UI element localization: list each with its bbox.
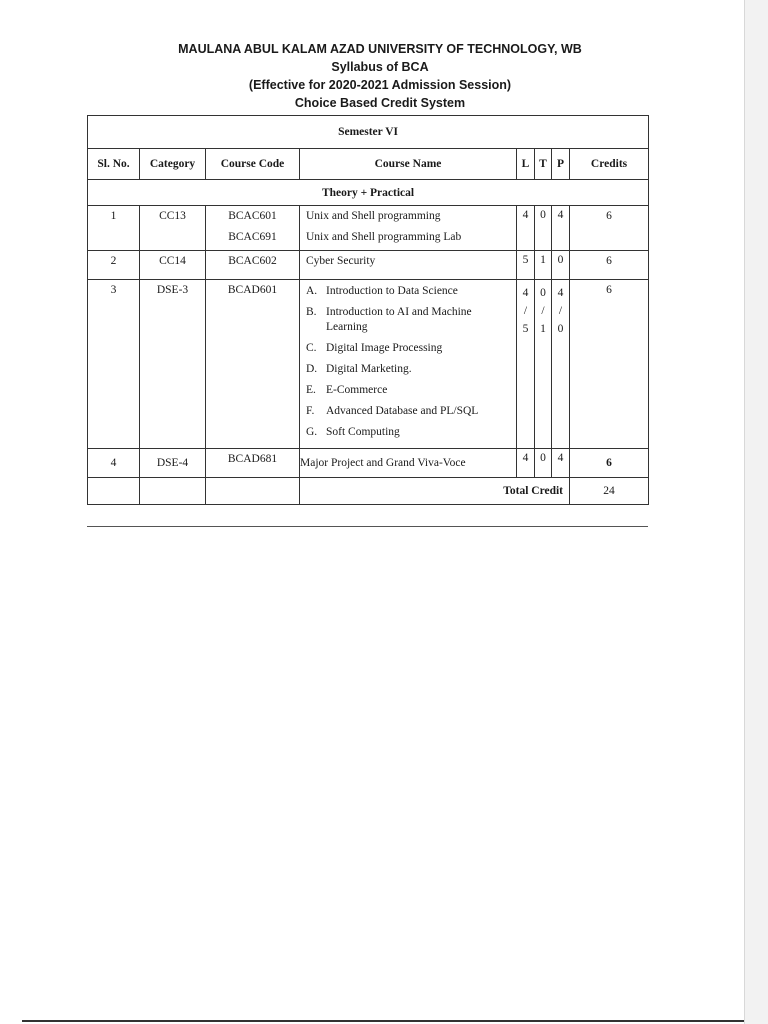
category: DSE-3 bbox=[156, 284, 189, 296]
course-code: BCAC601 bbox=[228, 210, 277, 222]
lecture-hours: 4 bbox=[522, 452, 529, 464]
practical-hours: / bbox=[558, 305, 563, 317]
lecture-hours: 4 bbox=[522, 287, 529, 299]
elective-option: D. Digital Marketing. bbox=[306, 363, 412, 375]
sl-no: 3 bbox=[110, 284, 117, 296]
syllabus-table-container bbox=[87, 115, 648, 505]
lecture-hours: / bbox=[523, 305, 528, 317]
credits: 6 bbox=[606, 255, 612, 267]
col-course-code: Course Code bbox=[206, 149, 300, 180]
table-bottom-rule bbox=[87, 526, 648, 527]
course-code: BCAD601 bbox=[227, 284, 278, 296]
effective-session: (Effective for 2020-2021 Admission Session) bbox=[248, 78, 512, 92]
section-row bbox=[88, 180, 649, 206]
table-row bbox=[88, 251, 649, 280]
elective-option: G. Soft Computing bbox=[306, 426, 400, 438]
practical-hours: 4 bbox=[557, 287, 564, 299]
course-code: BCAC691 bbox=[228, 231, 277, 243]
col-category: Category bbox=[140, 149, 206, 180]
category: CC14 bbox=[159, 255, 186, 267]
total-credit-value: 24 bbox=[570, 478, 649, 505]
elective-option: C. Digital Image Processing bbox=[306, 342, 443, 354]
tutorial-hours: 1 bbox=[540, 323, 546, 335]
syllabus-table bbox=[87, 115, 649, 505]
tutorial-hours: 0 bbox=[540, 452, 546, 464]
bottom-divider bbox=[22, 1020, 744, 1022]
course-code: BCAC602 bbox=[228, 255, 277, 267]
table-row bbox=[88, 280, 649, 449]
col-sl-no: Sl. No. bbox=[88, 149, 140, 180]
credits: 6 bbox=[606, 457, 612, 469]
semester-row bbox=[88, 116, 649, 149]
category: CC13 bbox=[159, 210, 186, 222]
elective-options bbox=[300, 280, 517, 449]
category: DSE-4 bbox=[156, 457, 189, 469]
elective-option: F. Advanced Database and PL/SQL bbox=[306, 405, 479, 417]
course-code: BCAD681 bbox=[227, 453, 278, 465]
syllabus-title: Syllabus of BCA bbox=[331, 60, 429, 74]
total-row bbox=[88, 478, 649, 505]
tutorial-hours: / bbox=[541, 305, 545, 317]
table-row bbox=[88, 449, 649, 478]
document-header bbox=[80, 40, 680, 112]
lecture-hours: 4 bbox=[522, 209, 529, 221]
column-header-row bbox=[88, 149, 649, 180]
tutorial-hours: 0 bbox=[540, 209, 546, 221]
col-p: P bbox=[552, 149, 570, 180]
course-name: Major Project and Grand Viva-Voce bbox=[300, 457, 466, 469]
course-name: Cyber Security bbox=[306, 255, 376, 267]
university-title: MAULANA ABUL KALAM AZAD UNIVERSITY OF TECHNOLOGY, WB bbox=[178, 42, 582, 56]
practical-hours: 4 bbox=[557, 452, 564, 464]
elective-option: A. Introduction to Data Science bbox=[306, 285, 458, 297]
elective-option: B. Introduction to AI and Machine Learning bbox=[306, 306, 472, 333]
section-label: Theory + Practical bbox=[88, 180, 649, 206]
practical-hours: 0 bbox=[557, 323, 564, 335]
col-l: L bbox=[517, 149, 535, 180]
lecture-hours: 5 bbox=[522, 323, 529, 335]
credit-system: Choice Based Credit System bbox=[294, 96, 466, 110]
sl-no: 1 bbox=[110, 210, 117, 222]
tutorial-hours: 0 bbox=[540, 287, 546, 299]
practical-hours: 4 bbox=[557, 209, 564, 221]
tutorial-hours: 1 bbox=[540, 254, 546, 266]
credits: 6 bbox=[606, 284, 612, 296]
semester-label: Semester VI bbox=[88, 116, 649, 149]
elective-option: E. E-Commerce bbox=[306, 384, 388, 396]
col-credits: Credits bbox=[570, 149, 649, 180]
course-name: Unix and Shell programming bbox=[306, 210, 441, 222]
sl-no: 2 bbox=[110, 255, 117, 267]
total-credit-label: Total Credit bbox=[300, 478, 570, 505]
col-course-name: Course Name bbox=[300, 149, 517, 180]
lecture-hours: 5 bbox=[522, 254, 529, 266]
sl-no: 4 bbox=[110, 457, 117, 469]
credits: 6 bbox=[606, 210, 612, 222]
col-t: T bbox=[535, 149, 552, 180]
course-name: Unix and Shell programming Lab bbox=[306, 231, 462, 243]
page-edge bbox=[744, 0, 768, 1024]
table-row bbox=[88, 206, 649, 251]
practical-hours: 0 bbox=[557, 254, 564, 266]
